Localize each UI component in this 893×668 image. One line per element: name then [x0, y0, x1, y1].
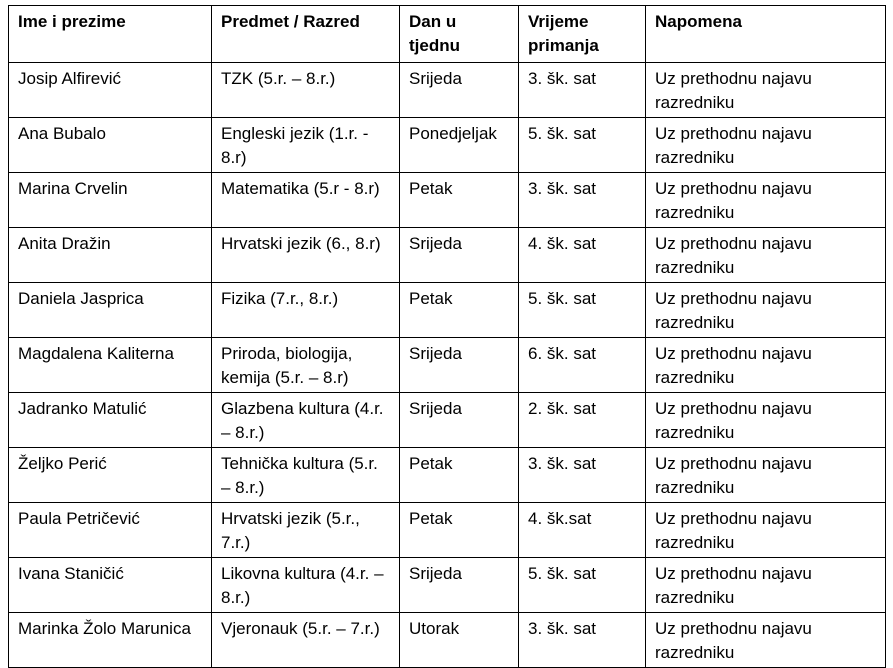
day-cell: Petak [400, 173, 519, 228]
teacher-name-cell: Ivana Staničić [9, 558, 212, 613]
day-cell: Srijeda [400, 63, 519, 118]
teacher-name-cell: Anita Dražin [9, 228, 212, 283]
teacher-name-cell: Marinka Žolo Marunica [9, 613, 212, 668]
table-row [9, 338, 886, 393]
teacher-name-cell: Željko Perić [9, 448, 212, 503]
subject-grade-cell: Tehnička kultura (5.r. – 8.r.) [212, 448, 400, 503]
table-row [9, 448, 886, 503]
subject-grade-cell: Hrvatski jezik (5.r., 7.r.) [212, 503, 400, 558]
column-header-time: Vrijeme primanja [519, 6, 646, 63]
table-row [9, 393, 886, 448]
teacher-name-cell: Jadranko Matulić [9, 393, 212, 448]
teacher-name-cell: Josip Alfirević [9, 63, 212, 118]
subject-grade-cell: Fizika (7.r., 8.r.) [212, 283, 400, 338]
time-cell: 5. šk. sat [519, 283, 646, 338]
time-cell: 3. šk. sat [519, 613, 646, 668]
consultation-schedule [8, 5, 886, 668]
day-cell: Ponedjeljak [400, 118, 519, 173]
time-cell: 3. šk. sat [519, 173, 646, 228]
note-cell: Uz prethodnu najavu razredniku [646, 558, 886, 613]
column-header-name: Ime i prezime [9, 6, 212, 63]
table-row [9, 228, 886, 283]
table-row [9, 503, 886, 558]
day-cell: Petak [400, 283, 519, 338]
subject-grade-cell: Likovna kultura (4.r. – 8.r.) [212, 558, 400, 613]
table-row [9, 63, 886, 118]
day-cell: Petak [400, 503, 519, 558]
column-header-day: Dan u tjednu [400, 6, 519, 63]
time-cell: 3. šk. sat [519, 63, 646, 118]
note-cell: Uz prethodnu najavu razredniku [646, 338, 886, 393]
subject-grade-cell: Glazbena kultura (4.r. – 8.r.) [212, 393, 400, 448]
table-row [9, 118, 886, 173]
day-cell: Petak [400, 448, 519, 503]
note-cell: Uz prethodnu najavu razredniku [646, 613, 886, 668]
time-cell: 5. šk. sat [519, 118, 646, 173]
note-cell: Uz prethodnu najavu razredniku [646, 448, 886, 503]
time-cell: 4. šk.sat [519, 503, 646, 558]
subject-grade-cell: Engleski jezik (1.r. - 8.r) [212, 118, 400, 173]
teacher-name-cell: Paula Petričević [9, 503, 212, 558]
time-cell: 4. šk. sat [519, 228, 646, 283]
teacher-name-cell: Daniela Jasprica [9, 283, 212, 338]
note-cell: Uz prethodnu najavu razredniku [646, 173, 886, 228]
note-cell: Uz prethodnu najavu razredniku [646, 503, 886, 558]
day-cell: Srijeda [400, 558, 519, 613]
teacher-name-cell: Marina Crvelin [9, 173, 212, 228]
subject-grade-cell: Matematika (5.r - 8.r) [212, 173, 400, 228]
subject-grade-cell: Priroda, biologija, kemija (5.r. – 8.r) [212, 338, 400, 393]
time-cell: 2. šk. sat [519, 393, 646, 448]
note-cell: Uz prethodnu najavu razredniku [646, 393, 886, 448]
teacher-schedule-table [8, 5, 886, 668]
table-row [9, 283, 886, 338]
column-header-subject: Predmet / Razred [212, 6, 400, 63]
time-cell: 3. šk. sat [519, 448, 646, 503]
time-cell: 6. šk. sat [519, 338, 646, 393]
subject-grade-cell: TZK (5.r. – 8.r.) [212, 63, 400, 118]
table-row [9, 173, 886, 228]
day-cell: Srijeda [400, 393, 519, 448]
subject-grade-cell: Hrvatski jezik (6., 8.r) [212, 228, 400, 283]
teacher-name-cell: Ana Bubalo [9, 118, 212, 173]
teacher-name-cell: Magdalena Kaliterna [9, 338, 212, 393]
table-body [9, 63, 886, 668]
time-cell: 5. šk. sat [519, 558, 646, 613]
subject-grade-cell: Vjeronauk (5.r. – 7.r.) [212, 613, 400, 668]
table-row [9, 558, 886, 613]
day-cell: Srijeda [400, 228, 519, 283]
day-cell: Srijeda [400, 338, 519, 393]
note-cell: Uz prethodnu najavu razredniku [646, 283, 886, 338]
day-cell: Utorak [400, 613, 519, 668]
note-cell: Uz prethodnu najavu razredniku [646, 118, 886, 173]
table-header-row [9, 6, 886, 63]
column-header-note: Napomena [646, 6, 886, 63]
table-row [9, 613, 886, 668]
note-cell: Uz prethodnu najavu razredniku [646, 228, 886, 283]
note-cell: Uz prethodnu najavu razredniku [646, 63, 886, 118]
